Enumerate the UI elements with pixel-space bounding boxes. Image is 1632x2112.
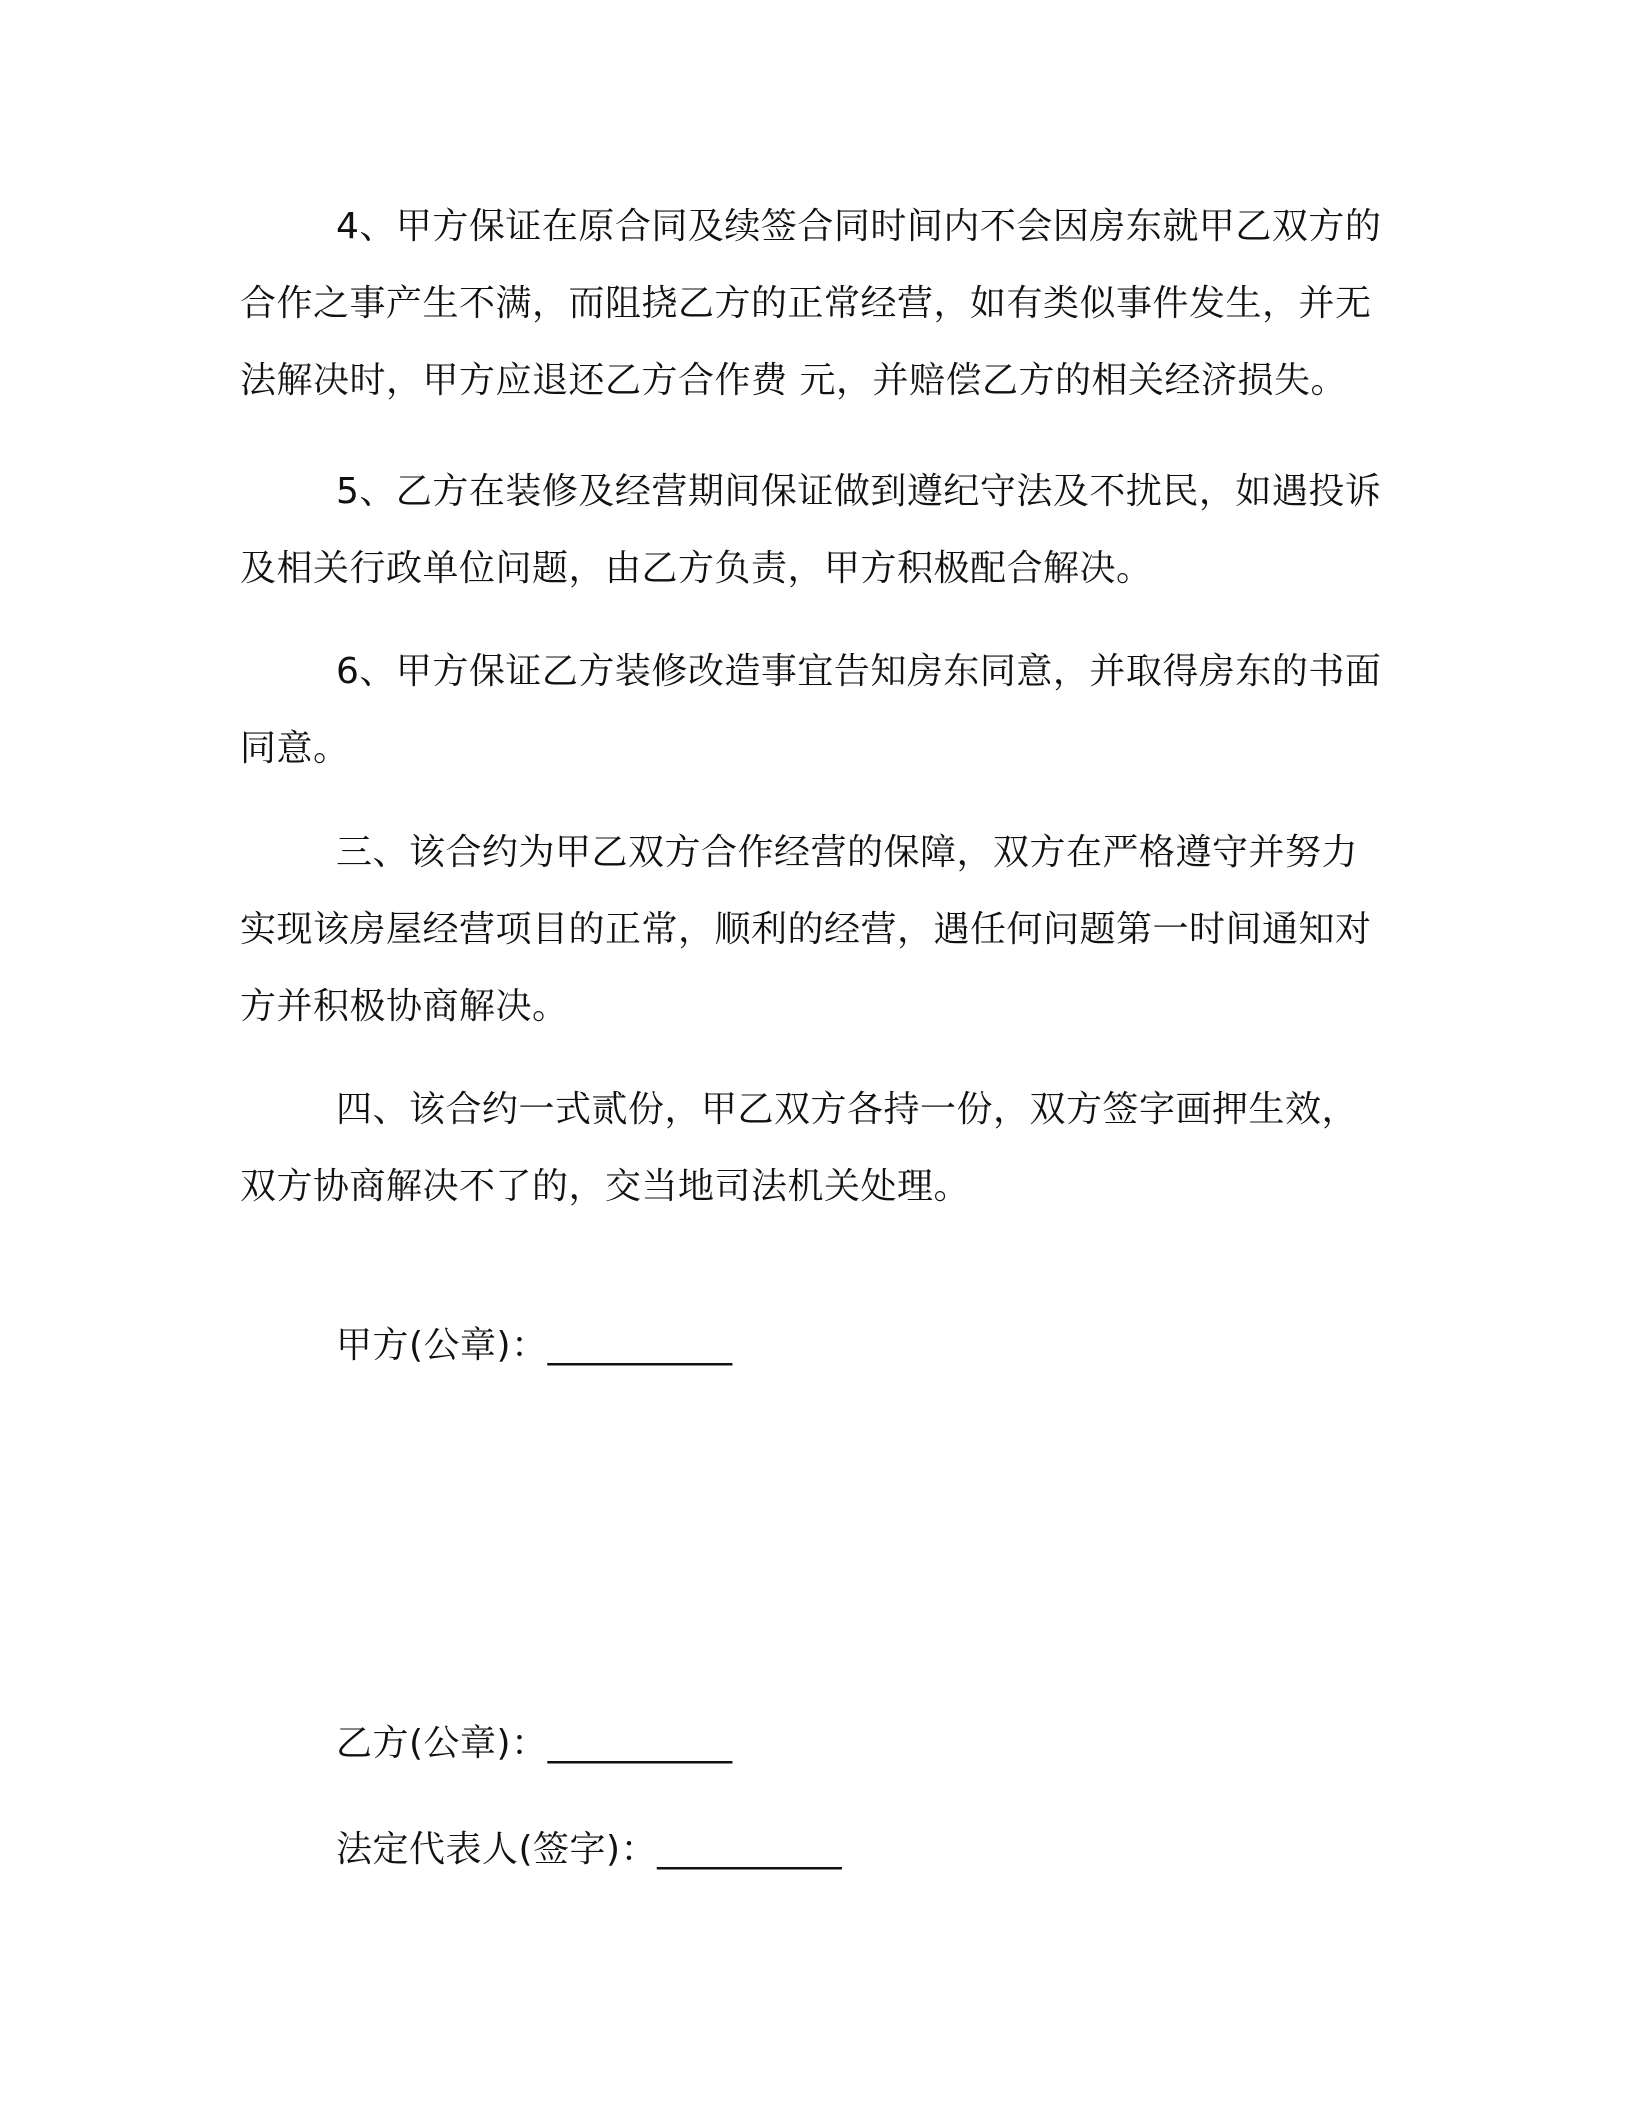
clause-6: 6、甲方保证乙方装修改造事宜告知房东同意，并取得房东的书面同意。 [240,651,1382,769]
legal-representative-label: 法定代表人(签字)： [336,1829,658,1870]
section-3: 三、该合约为甲乙双方合作经营的保障，双方在严格遵守并努力实现该房屋经营项目的正常，顺利的经营，遇任何问题第一时间通知对方并积极协商解决。 [240,832,1372,1027]
party-a-blank: __________ [547,1325,733,1366]
party-b-signature-line [336,1720,733,1768]
clause-4: 4、甲方保证在原合同及续签合同时间内不会因房东就甲乙双方的合作之事产生不满，而阻挠乙方的正常经营，如有类似事件发生，并无法解决时，甲方应退还乙方合作费 元，并赔偿乙方的相关经济损失。 [240,206,1382,401]
party-b-label: 乙方(公章)： [336,1723,548,1764]
legal-representative-signature-line [336,1826,842,1874]
party-a-label: 甲方(公章)： [336,1325,548,1366]
clause-5: 5、乙方在装修及经营期间保证做到遵纪守法及不扰民，如遇投诉及相关行政单位问题，由乙方负责，甲方积极配合解决。 [240,471,1382,589]
legal-representative-blank: __________ [657,1829,843,1870]
party-a-signature-line [336,1322,733,1370]
document-body [240,188,1390,1249]
section-4: 四、该合约一式贰份，甲乙双方各持一份，双方签字画押生效，双方协商解决不了的，交当地司法机关处理。 [240,1089,1359,1207]
party-b-blank: __________ [547,1723,733,1764]
